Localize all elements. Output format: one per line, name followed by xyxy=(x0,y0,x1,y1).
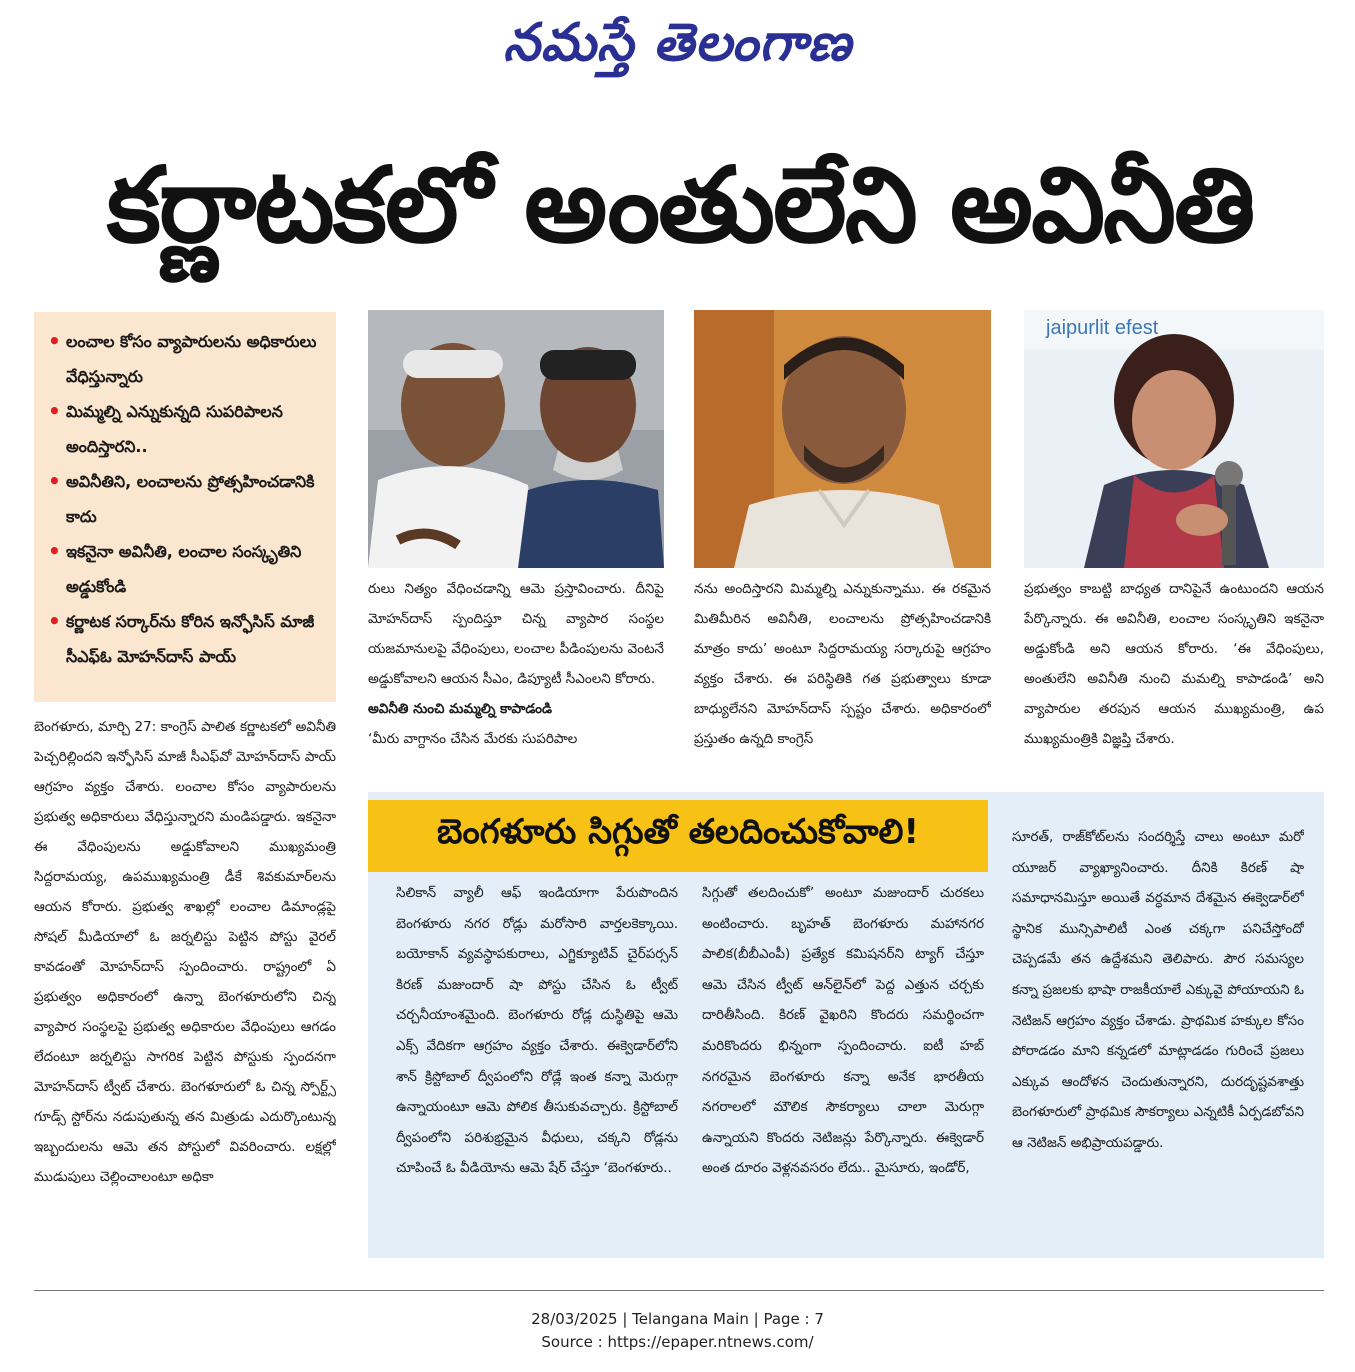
highlight-item: • అవినీతిని, లంచాలను ప్రోత్సహించడానికి కాదు xyxy=(48,464,328,534)
bullet-icon: • xyxy=(48,399,61,423)
highlight-item: • కర్ణాటక సర్కార్‌ను కోరిన ఇన్ఫోసిస్ మాజీ సీఎఫ్‌ఓ మోహన్‌దాస్ పాయ్ xyxy=(48,604,328,674)
photo-mohandas-pai xyxy=(694,310,991,568)
boxed-story-title: బెంగళూరు సిగ్గుతో తలదించుకోవాలి! xyxy=(368,800,988,872)
photo-kiran-mazumdar-shaw xyxy=(1024,310,1324,568)
footer-source-link[interactable]: Source : https://epaper.ntnews.com/ xyxy=(541,1333,814,1351)
article-column-2: రులు నిత్యం వేధించడాన్ని ఆమె ప్రస్తావించారు. దీనిపై మోహన్‌దాస్ స్పందిస్తూ చిన్న వ్యాపార సంస్థల యజమానులపై వేధింపులు, లంచాల పీడింపులను వెంటనే అడ్డుకోవాలని ఆయన సీఎం, డిప్యూటీ సీఎంలని కోరారు. అవినీతి నుంచి మమ్మల్ని కాపాడండి ‘మీరు వాగ్దానం చేసిన మేరకు సుపరిపాల xyxy=(368,581,664,747)
article-column-3: నను అందిస్తారని మిమ్మల్ని ఎన్నుకున్నాము. ఈ రకమైన మితిమీరిన అవినీతి, లంచాలను ప్రోత్సహించడానికి మాత్రం కాదు’ అంటూ సిద్దరామయ్య సర్కారుపై ఆగ్రహం వ్యక్తం చేశారు. ఈ పరిస్థితికి గత ప్రభుత్వాలు కూడా బాధ్యులేనని మోహన్‌దాస్ స్పష్టం చేశారు. అధికారంలో ప్రస్తుతం ఉన్నది కాంగ్రెస్ xyxy=(694,581,991,747)
highlight-item: • లంచాల కోసం వ్యాపారులను అధికారులు వేధిస్తున్నారు xyxy=(48,324,328,394)
footer-date-line: 28/03/2025 | Telangana Main | Page : 7 xyxy=(531,1310,824,1328)
highlights-box xyxy=(34,312,336,702)
page-headline: కర్ణాటకలో అంతులేని అవినీతి xyxy=(106,144,1254,266)
article-column-1: బెంగళూరు, మార్చి 27: కాంగ్రెస్ పాలిత కర్ణాటకలో అవినీతి పెచ్చరిల్లిందని ఇన్ఫోసిస్ మాజీ సీఎఫ్‌వో మోహన్‌దాస్ పాయ్ ఆగ్రహం వ్యక్తం చేశారు. లంచాల కోసం వ్యాపారులను ప్రభుత్వ అధికారులు వేధిస్తున్నారని మండిపడ్డారు. ఇకనైనా ఈ వేధింపులను అడ్డుకోవాలని ముఖ్యమంత్రి సిద్దరామయ్య, ఉపముఖ్యమంత్రి డీకే శివకుమార్‌లను ఆయన కోరారు. ప్రభుత్వ శాఖల్లో లంచాల డిమాండ్లపై సోషల్ మీడియాలో ఓ జర్నలిస్టు పెట్టిన పోస్టు వైరల్ కావడంతో మోహన్‌దాస్ స్పందించారు. రాష్ట్రంలో ఏ ప్రభుత్వం అధికారంలో ఉన్నా బెంగళూరులోని చిన్న వ్యాపార సంస్థలపై ప్రభుత్వ అధికారుల వేధింపులు ఆగడం లేదంటూ జర్నలిస్టు సాగరిక పెట్టిన పోస్టుకు స్పందనగా మోహన్‌దాస్ ట్వీట్ చేశారు. బెంగళూరులో ఓ చిన్న స్పోర్ట్స్ గూడ్స్ స్టోర్‌ను నడుపుతున్న తన మిత్రుడు ఎదుర్కొంటున్న ఇబ్బందులను ఆమె తన పోస్టులో వివరించారు. లక్షల్లో ముడుపులు చెల్లించాలంటూ అధికా xyxy=(34,719,336,1185)
photo-politicians xyxy=(368,310,664,568)
masthead-logo: నమస్తే తెలంగాణ xyxy=(503,12,852,73)
subheading: అవినీతి నుంచి మమ్మల్ని కాపాడండి xyxy=(368,701,552,717)
boxed-column-3: సూరత్, రాజ్‌కోట్‌లను సందర్శిస్తే చాలు అంటూ మరో యూజర్ వ్యాఖ్యానించారు. దీనికి కిరణ్ షా సమాధానమిస్తూ అయితే వర్ధమాన దేశమైన ఈక్వెడార్‌లో స్థానిక మున్సిపాలిటీ ఎంత చక్కగా పనిచేస్తోందో చెప్పడమే తన ఉద్దేశమని తెలిపారు. పౌర సమస్యల కన్నా ప్రజలకు భాషా రాజకీయాలే ఎక్కువై పోయాయని ఓ నెటిజన్ ఆగ్రహం వ్యక్తం చేశాడు. ప్రాథమిక హక్కుల కోసం పోరాడడం మాని కన్నడలో మాట్లాడడం గురించే ప్రజలు ఎక్కువ ఆందోళన చెందుతున్నారని, దురదృష్టవశాత్తు బెంగళూరులో ప్రాథమిక సౌకర్యాలు ఎన్నటికీ ఏర్పడబోవని ఆ నెటిజన్ అభిప్రాయపడ్డారు. xyxy=(1012,829,1304,1151)
highlight-item: • ఇకనైనా అవినీతి, లంచాల సంస్కృతిని అడ్డుకోండి xyxy=(48,534,328,604)
bullet-icon: • xyxy=(48,539,61,563)
bullet-icon: • xyxy=(48,609,61,633)
boxed-column-1: సిలికాన్ వ్యాలీ ఆఫ్ ఇండియాగా పేరుపొందిన బెంగళూరు నగర రోడ్లు మరోసారి వార్తలకెక్కాయి. బయోకాన్ వ్యవస్థాపకురాలు, ఎగ్జిక్యూటివ్ చైర్‌పర్సన్ కిరణ్ మజుందార్ షా పోస్టు చేసిన ఓ ట్వీట్ చర్చనీయాంశమైంది. బెంగళూరు రోడ్ల దుస్థితిపై ఆమె ఎక్స్ వేదికగా ఆగ్రహం వ్యక్తం చేశారు. ఈక్వెడార్‌లోని శాన్ క్రిస్టోబాల్ ద్వీపంలోని రోడ్లే ఇంత కన్నా మెరుగ్గా ఉన్నాయంటూ ఆమె పోలిక తీసుకువచ్చారు. క్రిస్టోబాల్ ద్వీపంలోని పరిశుభ్రమైన వీధులు, చక్కని రోడ్లను చూపించే ఓ వీడియోను ఆమె షేర్ చేస్తూ ‘బెంగళూరు.. xyxy=(396,885,678,1177)
photo-banner-text: jaipurlit efest xyxy=(1046,317,1159,339)
article-column-4: ప్రభుత్వం కాబట్టి బాధ్యత దానిపైనే ఉంటుందని ఆయన పేర్కొన్నారు. ఈ అవినీతి, లంచాల సంస్కృతిని ఇకనైనా అడ్డుకోండి అని ఆయన కోరారు. ‘ఈ వేధింపులు, అంతులేని అవినీతి నుంచి మమల్ని కాపాడండి’ అని వ్యాపారుల తరపున ఆయన ముఖ్యమంత్రి, ఉప ముఖ్యమంత్రికి విజ్ఞప్తి చేశారు. xyxy=(1024,581,1324,747)
bullet-icon: • xyxy=(48,469,61,493)
highlight-item: • మిమ్మల్ని ఎన్నుకున్నది సుపరిపాలన అందిస్తారని.. xyxy=(48,394,328,464)
footer-divider xyxy=(34,1290,1324,1291)
bullet-icon: • xyxy=(48,329,61,353)
boxed-column-2: సిగ్గుతో తలదించుకో’ అంటూ మజుందార్ చురకలు అంటించారు. బృహత్ బెంగళూరు మహానగర పాలిక(బీబీఎంపీ) ప్రత్యేక కమిషనర్‌ని ట్యాగ్ చేస్తూ ఆమె చేసిన ట్వీట్ ఆన్‌లైన్‌లో పెద్ద ఎత్తున చర్చకు దారితీసింది. కిరణ్ వైఖరిని కొందరు సమర్థించగా మరికొందరు భిన్నంగా స్పందించారు. ఐటీ హబ్ నగరమైన బెంగళూరు కన్నా అనేక భారతీయ నగరాలలో మౌలిక సౌకర్యాలు చాలా మెరుగ్గా ఉన్నాయని కొందరు నెటిజన్లు పేర్కొన్నారు. ఈక్వెడార్ అంత దూరం వెళ్లనవసరం లేదు.. మైసూరు, ఇండోర్, xyxy=(702,885,984,1177)
